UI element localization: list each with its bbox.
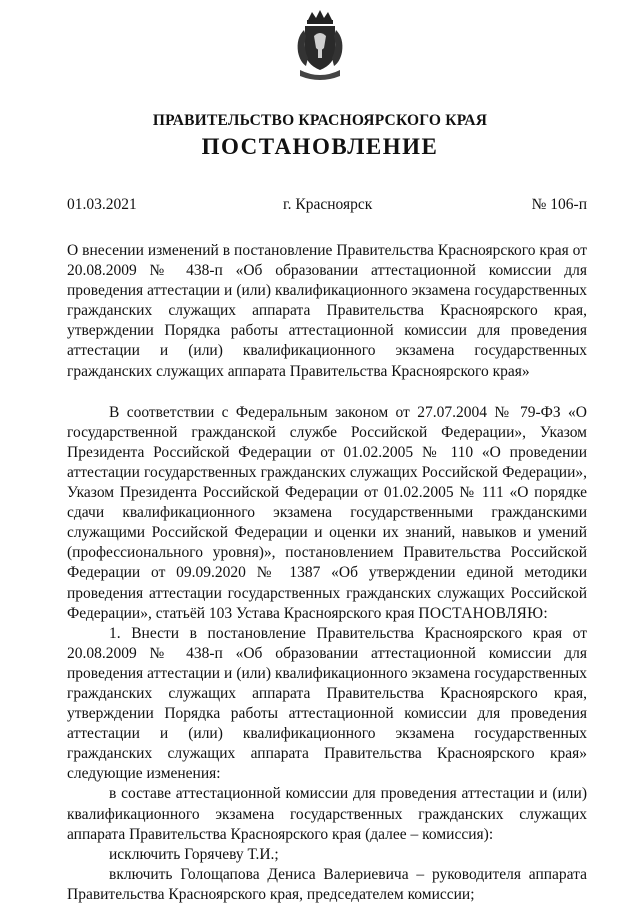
document-meta [67,196,587,216]
document-date: 01.03.2021 [67,196,137,213]
document-title [67,241,587,382]
document-body [67,241,587,905]
preamble-text: В соответствии с Федеральным законом от 27.07.2004 № 79-ФЗ «О государственной гражданской службе Российской Федерации», Указом Президента Российской Федерации от 01.02.2005 № 110 «О проведении аттестации государственных гражданских служащих Российской Федерации», Указом Президента Российской Федерации от 01.02.2005 № 111 «О порядке сдачи квалификационного экзамена государственными гражданскими служащими Российской Федерации и оценки их знаний, навыков и умений (профессионального уровня)», постановлением Правительства Российской Федерации от 09.09.2020 № 1387 «Об утверждении единой методики проведения аттестации государственных гражданских служащих Российской Федерации», статьёй 103 Устава Красноярского края [67,403,587,622]
subitem-commission-paragraph: в составе аттестационной комиссии для проведения аттестации и (или) квалификационного экзамена государственных гражданских служащих аппарата Правительства Красноярского края (далее – комиссия): [67,785,587,843]
document-number: № 106-п [531,196,587,213]
krasnoyarsk-coat-of-arms-icon [292,8,348,84]
document-type: ПОСТАНОВЛЕНИЕ [201,134,439,159]
title-text: О внесении изменений в постановление Правительства Красноярского края от 20.08.2009 № 438-п «Об образовании аттестационной комиссии для проведения аттестации и (или) квалификационного экзамена государственных гражданских служащих аппарата Правительства Красноярского края, утверждении Порядка работы аттестационной комиссии для проведения аттестации и (или) квалификационного экзамена государственных гражданских служащих аппарата Правительства Красноярского края» [67,242,587,380]
subitem-exclude-paragraph: исключить Горячеву Т.И.; [109,845,279,863]
government-name: ПРАВИТЕЛЬСТВО КРАСНОЯРСКОГО КРАЯ [152,112,488,129]
preamble-paragraph [67,403,587,624]
subitem-include-paragraph: включить Голощапова Дениса Валериевича – руководителя аппарата Правительства Красноярского края, председателем комиссии; [67,865,587,903]
resolve-word: ПОСТАНОВЛЯЮ: [418,604,548,622]
document-city: г. Красноярск [283,196,373,213]
item-1-paragraph: 1. Внести в постановление Правительства Красноярского края от 20.08.2009 № 438-п «Об образовании аттестационной комиссии для проведения аттестации и (или) квалификационного экзамена государственных гражданских служащих аппарата Правительства Красноярского края, утверждении Порядка работы аттестационной комиссии для проведения аттестации и (или) квалификационного экзамена государственных гражданских служащих аппарата Правительства Красноярского края» следующие изменения: [67,624,587,783]
